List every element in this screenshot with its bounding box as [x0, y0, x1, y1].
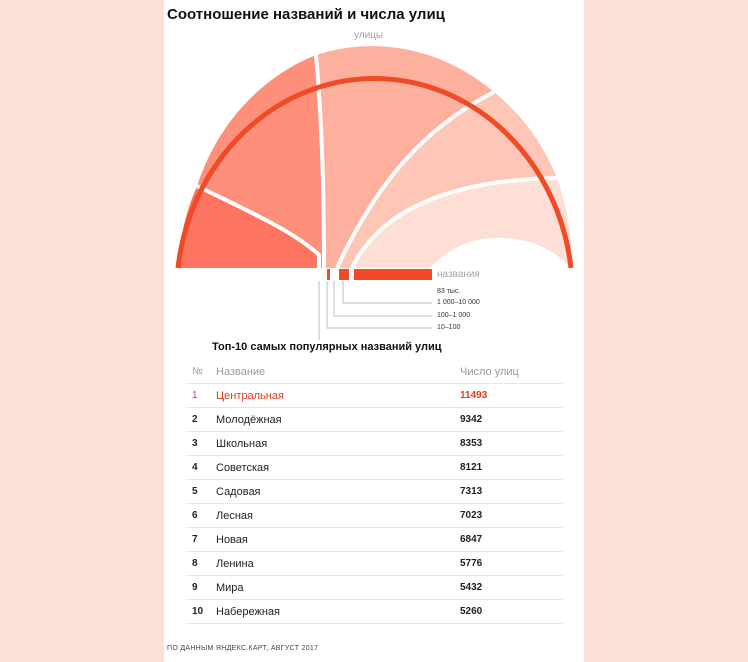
- row-name: Лесная: [216, 504, 460, 528]
- row-count: 5432: [460, 576, 563, 600]
- row-count: 9342: [460, 408, 563, 432]
- top10-title: Топ-10 самых популярных названий улиц: [212, 341, 442, 353]
- row-name: Ленина: [216, 552, 460, 576]
- legend-item-10-100: 10–100: [437, 324, 461, 331]
- row-num: 2: [186, 408, 216, 432]
- table-row: [186, 600, 563, 624]
- row-num: 6: [186, 504, 216, 528]
- table-header-row: [186, 360, 563, 384]
- names-bar-small-2: [339, 269, 349, 280]
- table-row: [186, 576, 563, 600]
- row-count: 8121: [460, 456, 563, 480]
- row-name: Центральная: [216, 384, 460, 408]
- names-bar-small-1: [327, 269, 330, 280]
- row-count: 11493: [460, 384, 563, 408]
- names-bar-large: [354, 269, 432, 280]
- row-name: Молодёжная: [216, 408, 460, 432]
- header-name: Название: [216, 360, 460, 384]
- table-row: [186, 552, 563, 576]
- table-row: [186, 528, 563, 552]
- row-num: 8: [186, 552, 216, 576]
- names-label: названия: [437, 269, 480, 280]
- header-count: Число улиц: [460, 360, 563, 384]
- table-row: [186, 408, 563, 432]
- row-count: 5776: [460, 552, 563, 576]
- table-row: [186, 384, 563, 408]
- leader-lines: [319, 281, 432, 340]
- legend-item-1000-10000: 1 000–10 000: [437, 299, 480, 306]
- legend-item-100-1000: 100–1 000: [437, 312, 471, 319]
- row-count: 6847: [460, 528, 563, 552]
- row-name: Советская: [216, 456, 460, 480]
- row-num: 5: [186, 480, 216, 504]
- row-count: 7313: [460, 480, 563, 504]
- row-name: Новая: [216, 528, 460, 552]
- row-num: 7: [186, 528, 216, 552]
- legend-item-83k: 83 тыс.: [437, 288, 461, 295]
- row-name: Школьная: [216, 432, 460, 456]
- top10-table: [186, 360, 563, 624]
- row-name: Набережная: [216, 600, 460, 624]
- header-num: №: [186, 360, 216, 384]
- row-count: 5260: [460, 600, 563, 624]
- row-num: 3: [186, 432, 216, 456]
- row-name: Мира: [216, 576, 460, 600]
- source-footer: ПО ДАННЫМ ЯНДЕКС.КАРТ, АВГУСТ 2017: [167, 645, 319, 652]
- row-count: 7023: [460, 504, 563, 528]
- row-count: 8353: [460, 432, 563, 456]
- row-num: 10: [186, 600, 216, 624]
- table-row: [186, 480, 563, 504]
- table-row: [186, 456, 563, 480]
- streets-label: улицы: [354, 30, 384, 41]
- row-num: 4: [186, 456, 216, 480]
- row-name: Садовая: [216, 480, 460, 504]
- row-num: 1: [186, 384, 216, 408]
- page-title: Соотношение названий и числа улиц: [167, 6, 445, 23]
- table-row: [186, 432, 563, 456]
- row-num: 9: [186, 576, 216, 600]
- table-row: [186, 504, 563, 528]
